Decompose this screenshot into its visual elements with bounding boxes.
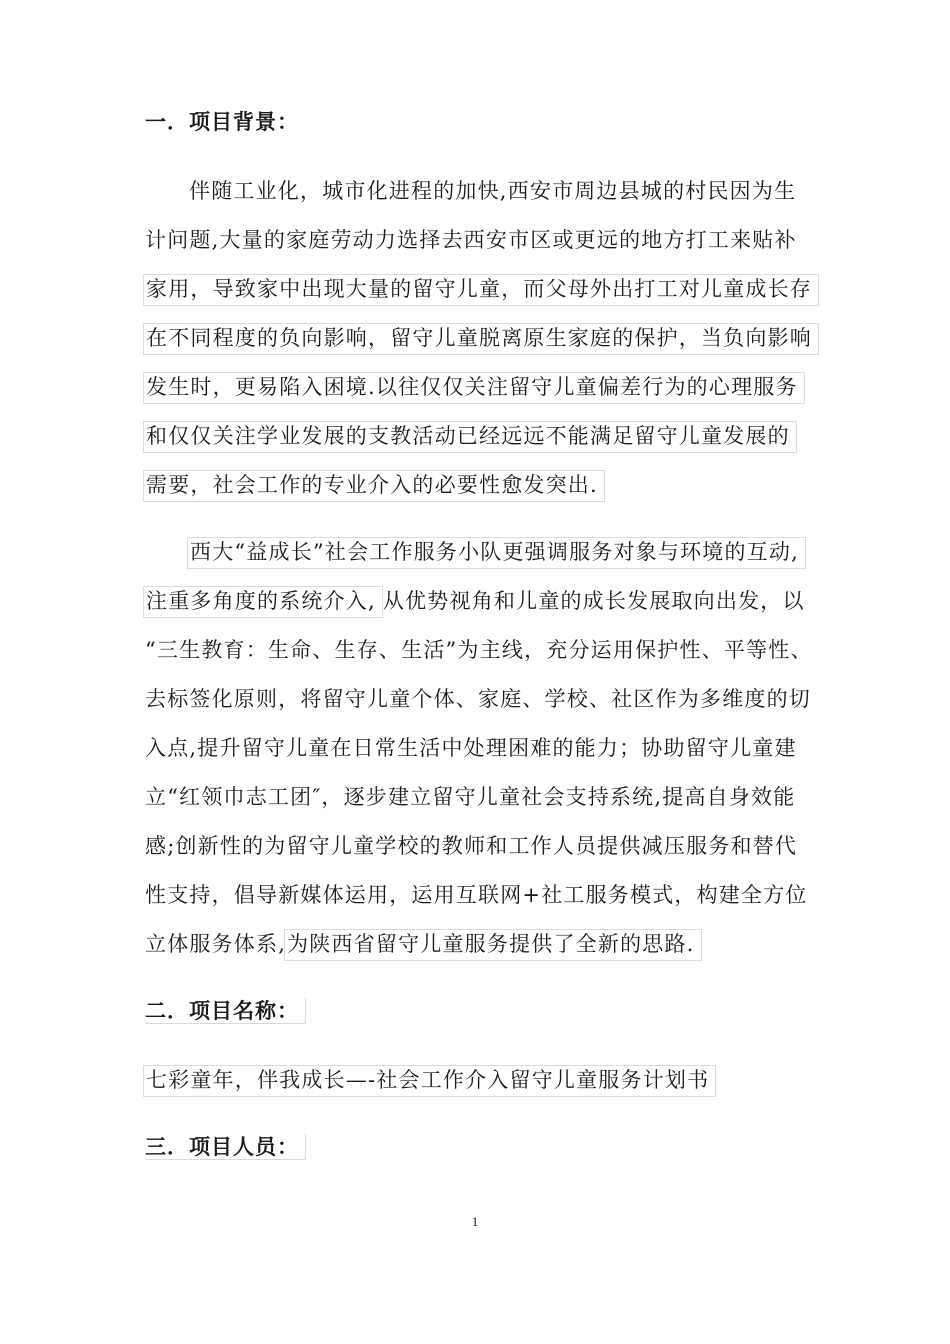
highlighted-text: 发生时，更易陷入困境.以往仅仅关注留守儿童偏差行为的心理服务 <box>143 372 805 404</box>
paragraph-line <box>145 471 605 499</box>
paragraph-line: 计问题,大量的家庭劳动力选择去西安市区或更远的地方打工来贴补 <box>145 228 797 252</box>
section-heading-background: 一．项目背景： <box>145 109 299 134</box>
section-heading-name <box>145 997 306 1025</box>
paragraph-line: 去标签化原则，将留守儿童个体、家庭、学校、社区作为多维度的切 <box>145 687 811 711</box>
highlighted-text: 家用，导致家中出现大量的留守儿童，而父母外出打工对儿童成长存 <box>143 274 819 306</box>
paragraph-line <box>145 930 702 958</box>
paragraph-line <box>145 324 819 352</box>
page-number: 1 <box>471 1214 479 1229</box>
paragraph-line: 性支持，倡导新媒体运用，运用互联网+社工服务模式，构建全方位 <box>145 883 808 907</box>
paragraph-line: “三生教育：生命、生存、生活”为主线，充分运用保护性、平等性、 <box>145 638 813 662</box>
paragraph-line: 伴随工业化，城市化进程的加快,西安市周边县城的村民因为生 <box>189 179 797 203</box>
highlighted-text: 需要，社会工作的专业介入的必要性愈发突出. <box>143 470 605 502</box>
paragraph-line: 感;创新性的为留守儿童学校的教师和工作人员提供减压服务和替代 <box>145 834 798 858</box>
highlighted-text: 注重多角度的系统介入, <box>143 586 383 618</box>
paragraph-text: 从优势视角和儿童的成长发展取向出发，以 <box>382 589 805 613</box>
paragraph-line <box>145 422 797 450</box>
highlighted-text: 和仅仅关注学业发展的支教活动已经远远不能满足留守儿童发展的 <box>143 421 797 453</box>
highlighted-text: 在不同程度的负向影响，留守儿童脱离原生家庭的保护，当负向影响 <box>143 323 819 355</box>
paragraph-line <box>145 275 819 303</box>
highlighted-text: 为陕西省留守儿童服务提供了全新的思路. <box>284 929 701 961</box>
project-title <box>145 1066 716 1094</box>
heading-text: 二．项目名称： <box>145 998 306 1024</box>
paragraph-line: 立“红领巾志工团″，逐步建立留守儿童社会支持系统,提高自身效能 <box>145 785 796 809</box>
section-heading-personnel <box>145 1133 306 1161</box>
paragraph-text: 立体服务体系, <box>145 932 287 956</box>
paragraph-line <box>189 538 806 566</box>
paragraph-line <box>145 373 805 401</box>
highlighted-text: 西大“益成长”社会工作服务小队更强调服务对象与环境的互动, <box>187 537 806 569</box>
heading-text: 三．项目人员： <box>145 1134 306 1160</box>
highlighted-text: 七彩童年，伴我成长—-社会工作介入留守儿童服务计划书 <box>143 1065 716 1097</box>
paragraph-line <box>145 587 805 615</box>
paragraph-line: 入点,提升留守儿童在日常生活中处理困难的能力；协助留守儿童建 <box>145 736 797 760</box>
